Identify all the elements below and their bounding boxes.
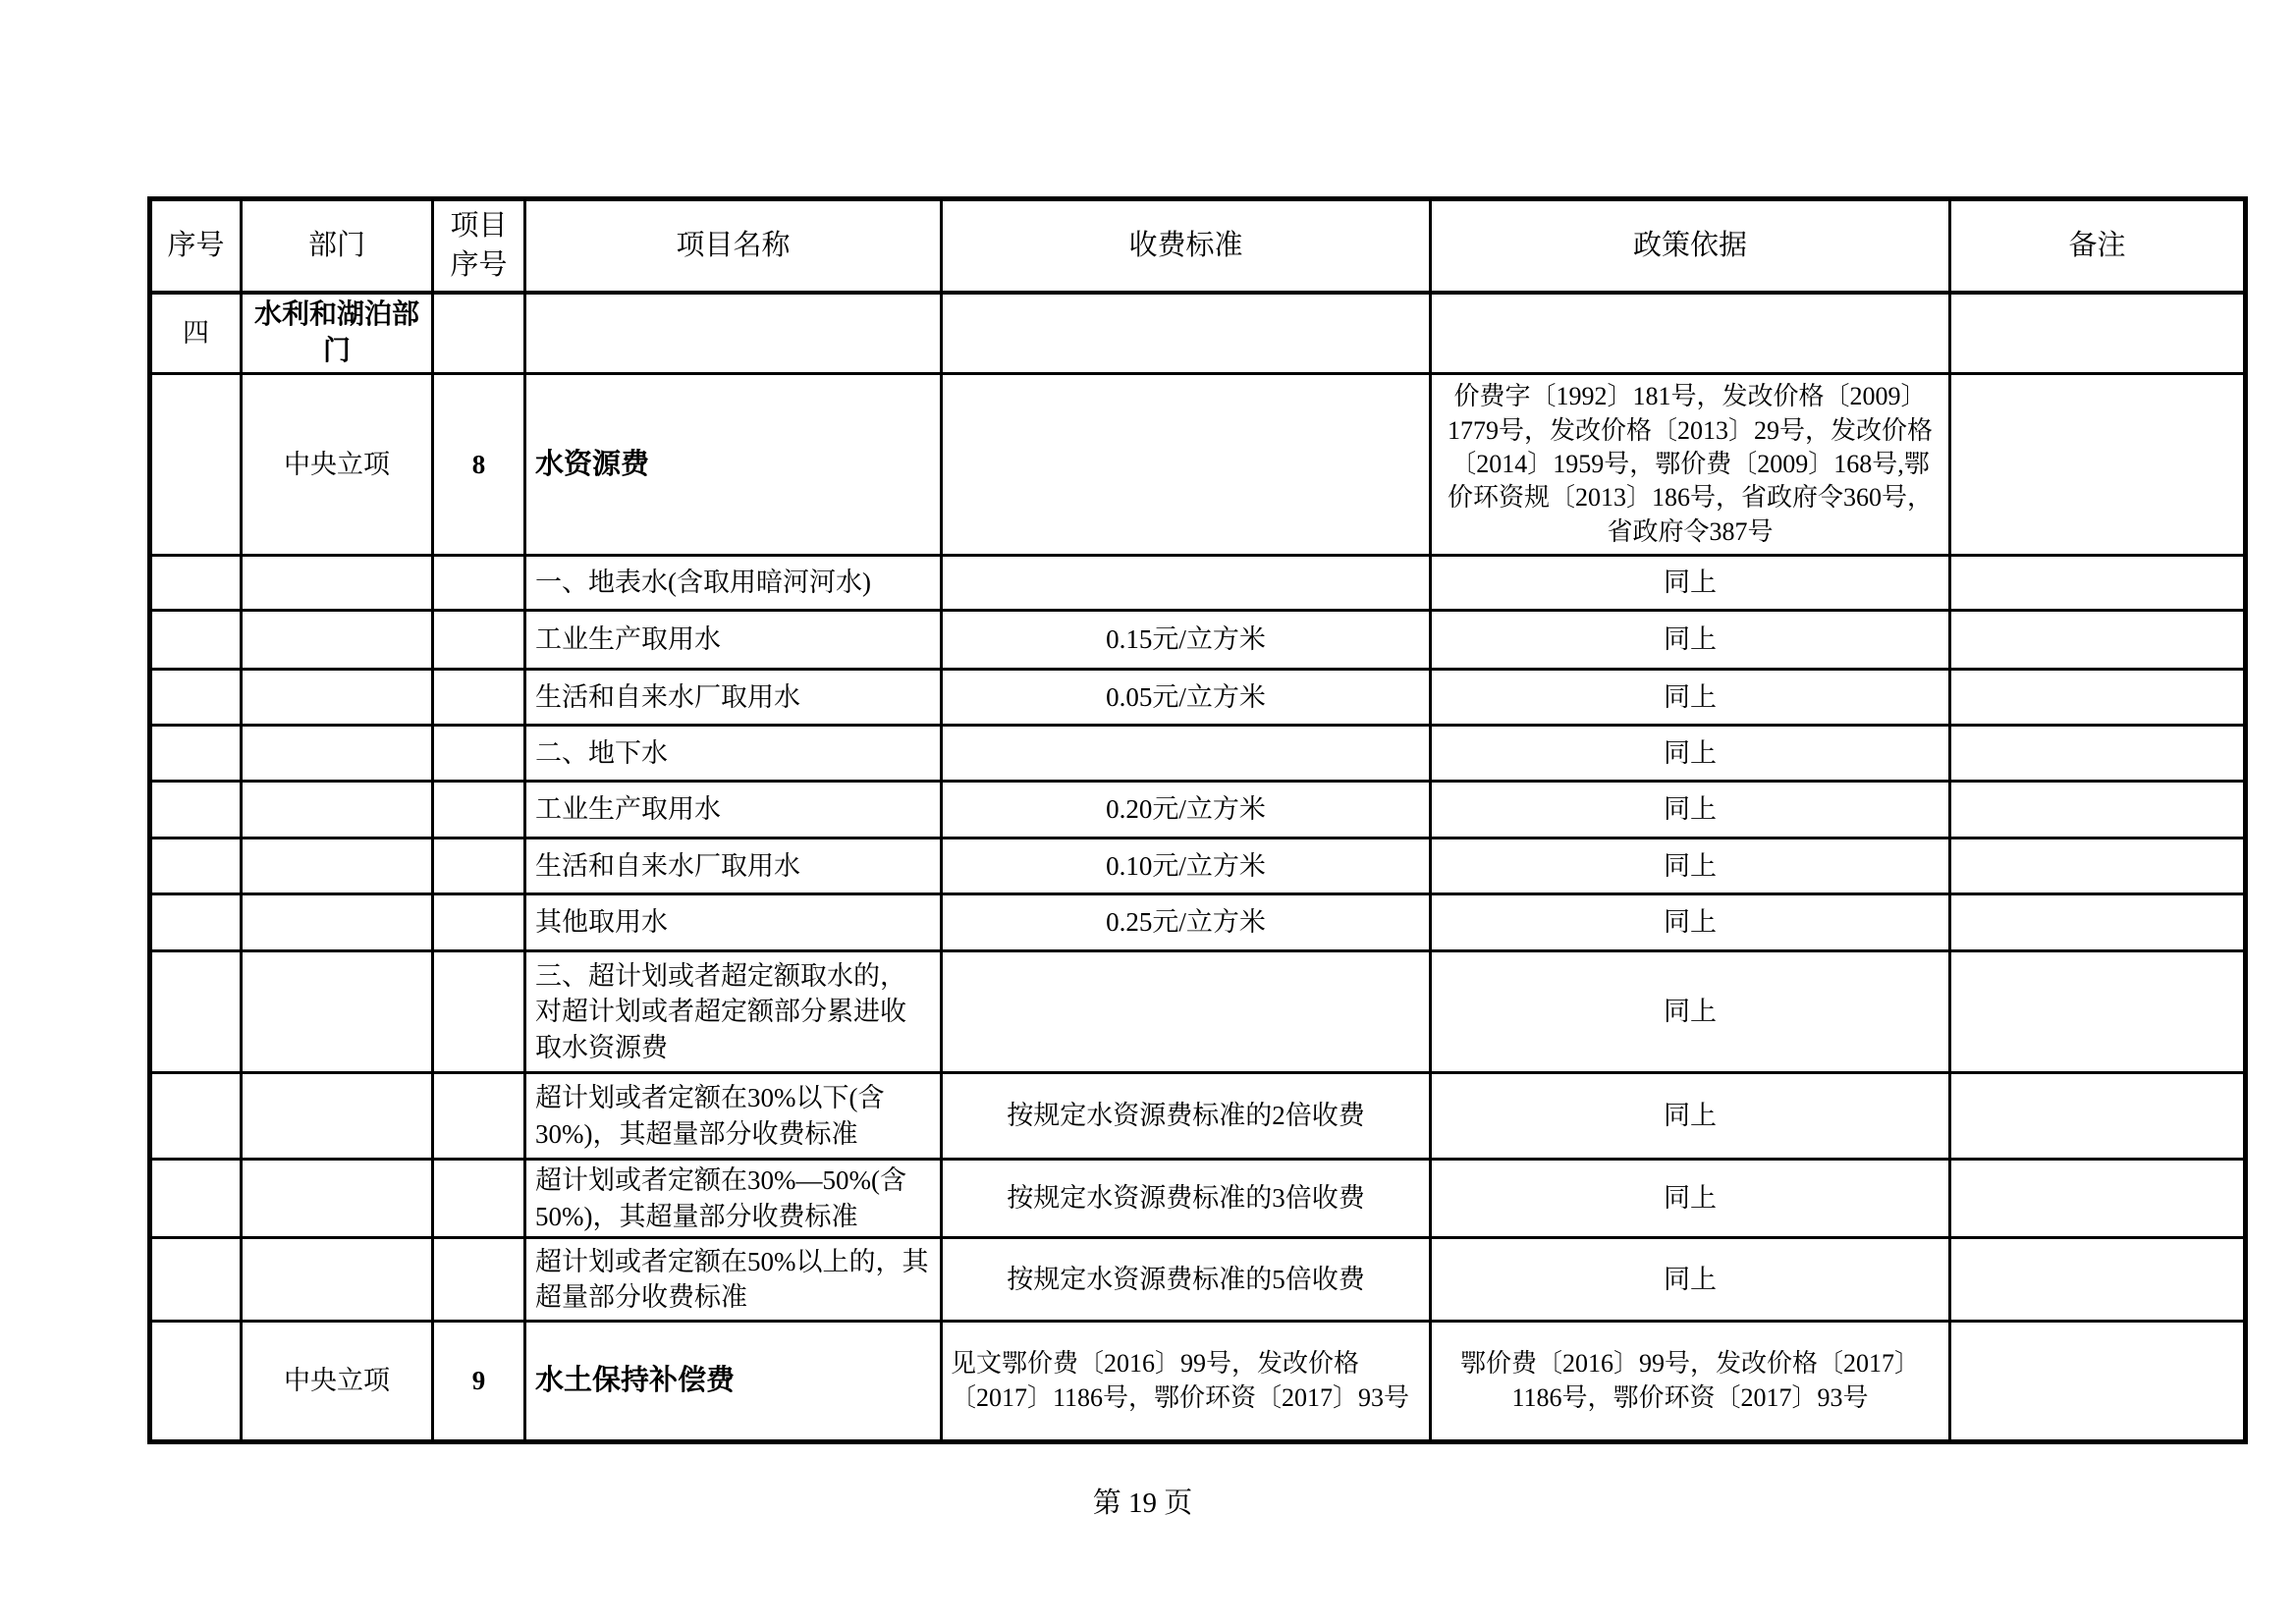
cell-note <box>1950 374 2246 556</box>
column-header-policy: 政策依据 <box>1431 199 1950 293</box>
table-row <box>150 782 2246 839</box>
table-row <box>150 894 2246 951</box>
cell-policy: 同上 <box>1431 670 1950 726</box>
cell-note <box>1950 1237 2246 1321</box>
cell-dept <box>242 782 433 839</box>
cell-item_no <box>433 611 525 670</box>
cell-name: 其他取用水 <box>525 894 942 951</box>
column-header-seq: 序号 <box>150 199 242 293</box>
cell-fee <box>942 374 1431 556</box>
cell-policy: 同上 <box>1431 726 1950 782</box>
table-row <box>150 1073 2246 1160</box>
cell-name: 工业生产取用水 <box>525 611 942 670</box>
cell-seq <box>150 556 242 611</box>
cell-item_no <box>433 726 525 782</box>
cell-policy: 同上 <box>1431 1160 1950 1238</box>
cell-fee: 0.05元/立方米 <box>942 670 1431 726</box>
cell-fee: 0.10元/立方米 <box>942 839 1431 894</box>
cell-seq <box>150 1321 242 1441</box>
cell-note <box>1950 782 2246 839</box>
fee-schedule-table <box>147 196 2248 1444</box>
cell-name: 超计划或者定额在30%以下(含30%)，其超量部分收费标准 <box>525 1073 942 1160</box>
table-row <box>150 1160 2246 1238</box>
table-row <box>150 374 2246 556</box>
cell-note <box>1950 894 2246 951</box>
cell-fee <box>942 293 1431 374</box>
cell-policy: 同上 <box>1431 894 1950 951</box>
cell-dept <box>242 670 433 726</box>
cell-policy: 同上 <box>1431 839 1950 894</box>
cell-name: 超计划或者定额在50%以上的，其超量部分收费标准 <box>525 1237 942 1321</box>
column-header-fee: 收费标准 <box>942 199 1431 293</box>
cell-seq <box>150 1073 242 1160</box>
cell-policy: 同上 <box>1431 1073 1950 1160</box>
cell-item_no <box>433 293 525 374</box>
cell-policy: 同上 <box>1431 556 1950 611</box>
cell-policy: 同上 <box>1431 951 1950 1073</box>
cell-note <box>1950 556 2246 611</box>
table-row <box>150 1237 2246 1321</box>
cell-seq: 四 <box>150 293 242 374</box>
cell-seq <box>150 782 242 839</box>
header-row <box>150 199 2246 293</box>
cell-seq <box>150 374 242 556</box>
cell-dept <box>242 611 433 670</box>
cell-fee: 见文鄂价费〔2016〕99号，发改价格〔2017〕1186号，鄂价环资〔2017〕93号 <box>942 1321 1431 1441</box>
cell-seq <box>150 726 242 782</box>
cell-policy <box>1431 293 1950 374</box>
cell-policy: 同上 <box>1431 1237 1950 1321</box>
cell-note <box>1950 1321 2246 1441</box>
cell-name: 生活和自来水厂取用水 <box>525 670 942 726</box>
cell-fee: 按规定水资源费标准的3倍收费 <box>942 1160 1431 1238</box>
cell-item_no <box>433 782 525 839</box>
cell-dept <box>242 1073 433 1160</box>
cell-item_no: 9 <box>433 1321 525 1441</box>
cell-dept <box>242 839 433 894</box>
table-row <box>150 293 2246 374</box>
cell-fee: 按规定水资源费标准的5倍收费 <box>942 1237 1431 1321</box>
table-header <box>150 199 2246 293</box>
cell-note <box>1950 839 2246 894</box>
cell-name: 一、地表水(含取用暗河河水) <box>525 556 942 611</box>
cell-note <box>1950 670 2246 726</box>
cell-seq <box>150 1237 242 1321</box>
cell-item_no <box>433 951 525 1073</box>
cell-seq <box>150 611 242 670</box>
cell-note <box>1950 726 2246 782</box>
cell-policy: 同上 <box>1431 782 1950 839</box>
table-row <box>150 556 2246 611</box>
cell-dept <box>242 951 433 1073</box>
cell-item_no <box>433 1073 525 1160</box>
cell-seq <box>150 670 242 726</box>
cell-fee <box>942 726 1431 782</box>
cell-seq <box>150 951 242 1073</box>
cell-note <box>1950 611 2246 670</box>
cell-dept <box>242 1237 433 1321</box>
cell-dept <box>242 726 433 782</box>
column-header-note: 备注 <box>1950 199 2246 293</box>
column-header-name: 项目名称 <box>525 199 942 293</box>
cell-item_no: 8 <box>433 374 525 556</box>
cell-name: 二、地下水 <box>525 726 942 782</box>
cell-seq <box>150 839 242 894</box>
cell-seq <box>150 1160 242 1238</box>
cell-fee: 0.15元/立方米 <box>942 611 1431 670</box>
table-row <box>150 1321 2246 1441</box>
cell-fee <box>942 556 1431 611</box>
cell-name: 工业生产取用水 <box>525 782 942 839</box>
cell-note <box>1950 1073 2246 1160</box>
table-row <box>150 670 2246 726</box>
cell-item_no <box>433 1237 525 1321</box>
column-header-item_no: 项目序号 <box>433 199 525 293</box>
cell-dept: 中央立项 <box>242 374 433 556</box>
cell-fee: 0.25元/立方米 <box>942 894 1431 951</box>
cell-item_no <box>433 670 525 726</box>
cell-name: 生活和自来水厂取用水 <box>525 839 942 894</box>
cell-name: 三、超计划或者超定额取水的，对超计划或者超定额部分累进收取水资源费 <box>525 951 942 1073</box>
cell-name: 超计划或者定额在30%—50%(含50%)，其超量部分收费标准 <box>525 1160 942 1238</box>
cell-fee: 按规定水资源费标准的2倍收费 <box>942 1073 1431 1160</box>
column-header-dept: 部门 <box>242 199 433 293</box>
cell-dept <box>242 556 433 611</box>
cell-note <box>1950 293 2246 374</box>
table-row <box>150 839 2246 894</box>
cell-policy: 价费字〔1992〕181号，发改价格〔2009〕1779号，发改价格〔2013〕29号，发改价格〔2014〕1959号，鄂价费〔2009〕168号,鄂价环资规〔2013〕186号，省政府令360号，省政府令387号 <box>1431 374 1950 556</box>
cell-dept <box>242 894 433 951</box>
cell-name <box>525 293 942 374</box>
cell-fee <box>942 951 1431 1073</box>
table-row <box>150 726 2246 782</box>
cell-item_no <box>433 839 525 894</box>
cell-name: 水土保持补偿费 <box>525 1321 942 1441</box>
cell-fee: 0.20元/立方米 <box>942 782 1431 839</box>
table-body <box>150 293 2246 1442</box>
cell-name: 水资源费 <box>525 374 942 556</box>
table-row <box>150 951 2246 1073</box>
cell-policy: 鄂价费〔2016〕99号，发改价格〔2017〕1186号，鄂价环资〔2017〕93号 <box>1431 1321 1950 1441</box>
page-number: 第 19 页 <box>1092 1488 1193 1519</box>
cell-seq <box>150 894 242 951</box>
cell-dept: 中央立项 <box>242 1321 433 1441</box>
cell-item_no <box>433 894 525 951</box>
cell-note <box>1950 1160 2246 1238</box>
cell-item_no <box>433 1160 525 1238</box>
cell-policy: 同上 <box>1431 611 1950 670</box>
table-row <box>150 611 2246 670</box>
cell-item_no <box>433 556 525 611</box>
cell-dept: 水利和湖泊部门 <box>242 293 433 374</box>
cell-dept <box>242 1160 433 1238</box>
cell-note <box>1950 951 2246 1073</box>
